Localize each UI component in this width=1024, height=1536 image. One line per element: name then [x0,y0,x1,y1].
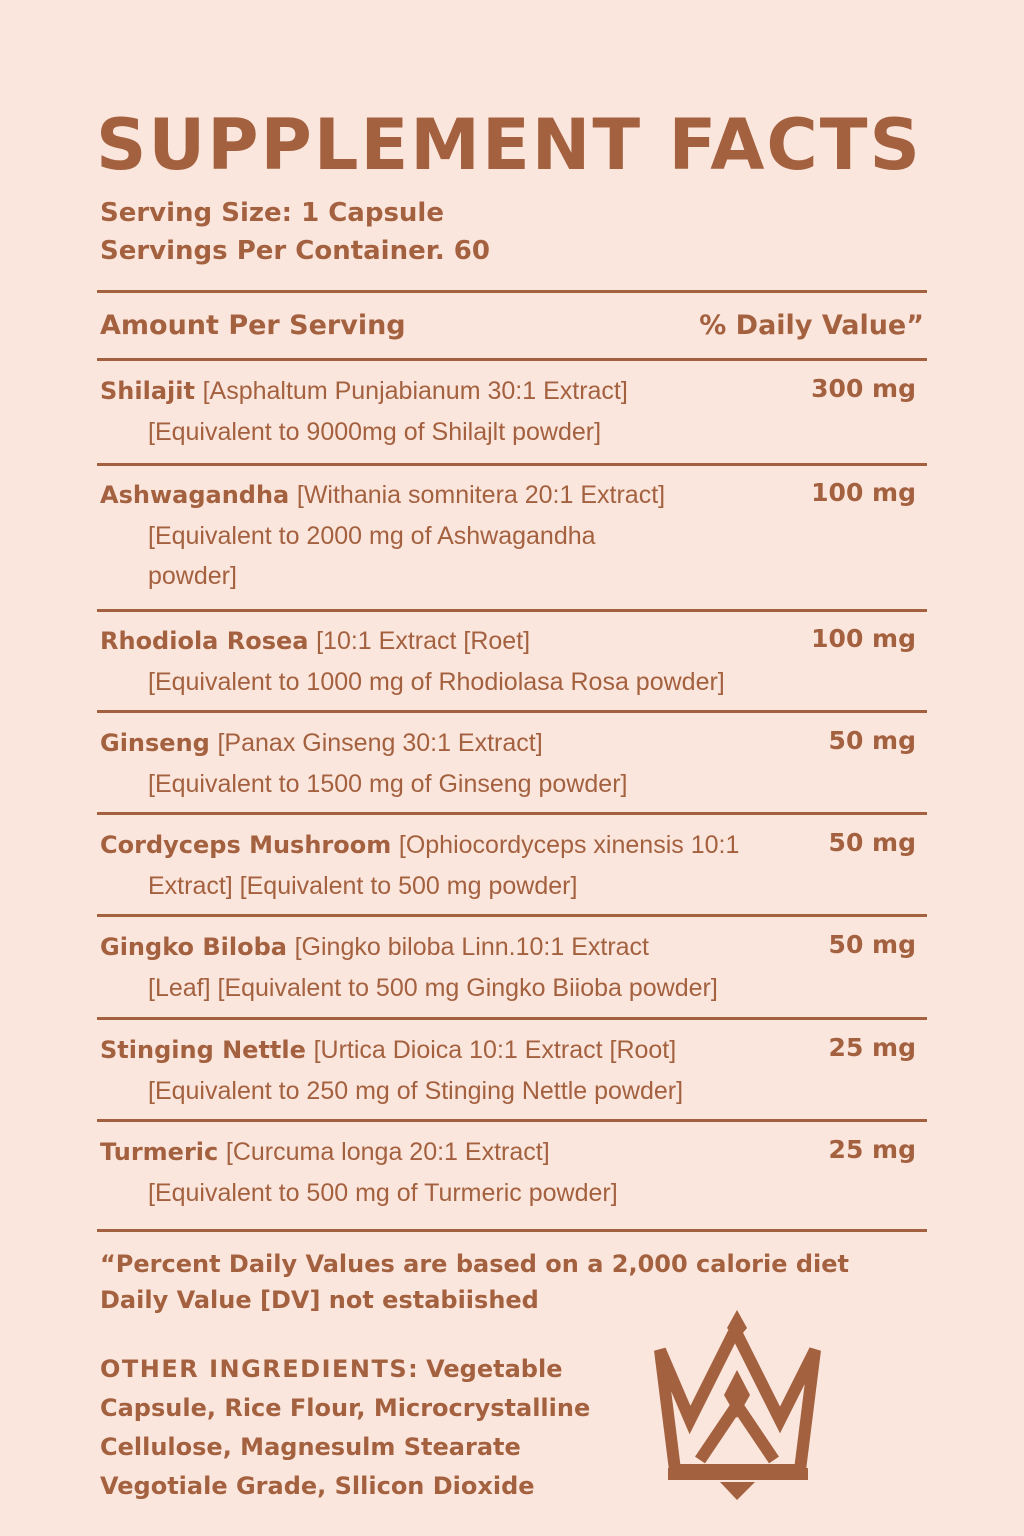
ingredient-row [100,624,930,702]
ingredient-equivalent: [Equivalent to 2000 mg of Ashwagandha powder] [148,522,596,590]
ingredient-row [100,478,930,596]
ingredient-amount: 100 mg [811,478,916,507]
other-ingredients-heading: OTHER INGREDIENTS [100,1355,409,1383]
divider [97,609,927,612]
ingredient-amount: 100 mg [811,624,916,653]
ingredient-row [100,930,930,1008]
divider [97,1229,927,1232]
ingredient-amount: 50 mg [828,930,916,959]
ingredient-row [100,828,930,906]
divider [97,1017,927,1020]
footnote [100,1246,860,1318]
ingredient-extract: [Curcuma longa 20:1 Extract] [225,1138,550,1166]
ingredient-equivalent: [Leaf] [Equivalent to 500 mg Gingko Biioba powder] [148,974,718,1002]
ingredient-amount: 25 mg [828,1135,916,1164]
ingredient-extract: [10:1 Extract [Roet] [316,627,531,655]
divider [97,1119,927,1122]
ingredient-extract: [Asphaltum Punjabianum 30:1 Extract] [202,377,628,405]
divider [97,358,927,361]
divider [97,812,927,815]
ingredient-extract: [Ophiocordyceps xinensis 10:1 [398,831,740,859]
ingredient-name: Shilajit [100,377,195,405]
footnote-line: “Percent Daily Values are based on a 2,000 calorie diet [100,1250,850,1278]
other-ingredients-text: : Vegetable Capsule, Rice Flour, Microcrystalline Cellulose, Magnesulm Stearate Vegotiale Grade, Sllicon Dioxide [100,1355,591,1500]
ingredient-name: Turmeric [100,1138,219,1166]
ingredient-name: Gingko Biloba [100,933,287,961]
ingredient-extract: [Gingko biloba Linn.10:1 Extract [294,933,649,961]
ingredient-name: Stinging Nettle [100,1036,306,1064]
ingredient-equivalent: [Equivalent to 1500 mg of Ginseng powder] [148,770,628,798]
ingredient-amount: 300 mg [811,374,916,403]
ingredient-extract: [Urtica Dioica 10:1 Extract [Root] [313,1036,677,1064]
ingredient-extract: [Panax Ginseng 30:1 Extract] [217,729,543,757]
page-title: SUPPLEMENT FACTS [96,104,922,186]
ingredient-name: Rhodiola Rosea [100,627,309,655]
ingredient-equivalent: [Equivalent to 500 mg of Turmeric powder] [148,1179,618,1207]
ingredient-equivalent: [Equivalent to 250 mg of Stinging Nettle powder] [148,1077,684,1105]
footnote-line: Daily Value [DV] not estabiished [100,1286,539,1314]
other-ingredients [100,1350,640,1506]
daily-value-header: % Daily Value” [699,310,924,341]
serving-size: Serving Size: 1 Capsule [100,198,444,228]
ingredient-extract: [Withania somnitera 20:1 Extract] [296,481,666,509]
divider [97,290,927,293]
ingredient-equivalent: Extract] [Equivalent to 500 mg powder] [148,872,578,900]
divider [97,914,927,917]
ingredient-row [100,726,930,804]
servings-per-container: Servings Per Container. 60 [100,236,490,266]
ingredient-name: Cordyceps Mushroom [100,831,392,859]
ingredient-row [100,1135,930,1213]
ingredient-amount: 50 mg [828,726,916,755]
ingredient-equivalent: [Equivalent to 1000 mg of Rhodiolasa Rosa powder] [148,668,725,696]
ingredient-row [100,1033,930,1111]
ingredient-name: Ginseng [100,729,210,757]
divider [97,710,927,713]
ingredient-amount: 50 mg [828,828,916,857]
divider [97,463,927,466]
amount-per-serving-header: Amount Per Serving [100,310,406,341]
ingredient-name: Ashwagandha [100,481,290,509]
ingredient-equivalent: [Equivalent to 9000mg of Shilajlt powder] [148,418,602,446]
ingredient-row [100,374,930,452]
ingredient-amount: 25 mg [828,1033,916,1062]
crown-icon [650,1310,825,1500]
